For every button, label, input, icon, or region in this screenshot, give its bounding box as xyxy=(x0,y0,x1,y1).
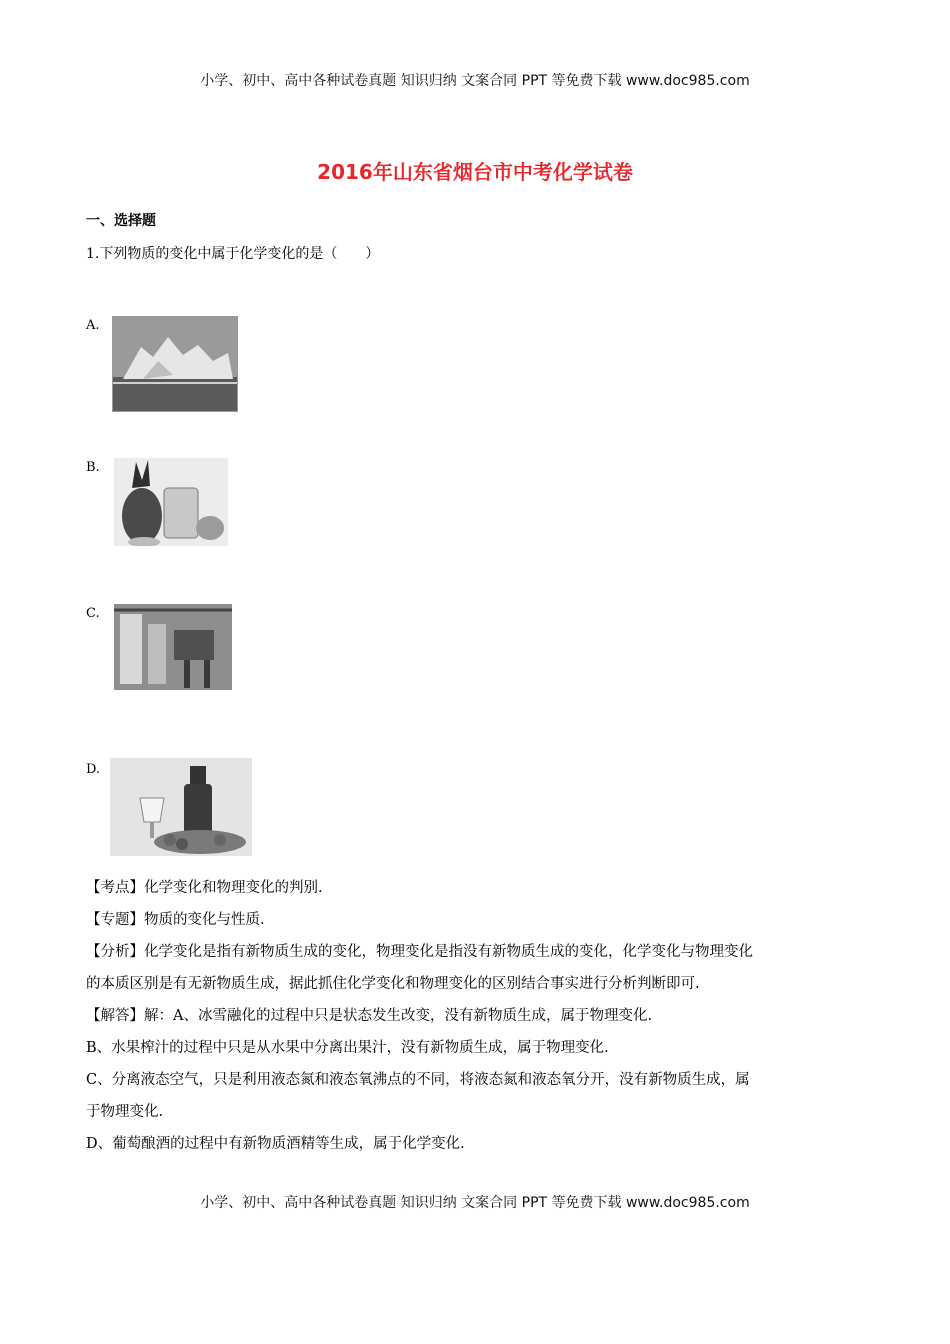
fenxi-line-1: 【分析】化学变化是指有新物质生成的变化，物理变化是指没有新物质生成的变化，化学变化与物理变化 xyxy=(86,944,753,960)
zhuanti-line: 【专题】物质的变化与性质. xyxy=(86,912,265,928)
option-a-image xyxy=(112,316,238,412)
option-label-c: C. xyxy=(86,606,100,621)
question-text: 1.下列物质的变化中属于化学变化的是（ ） xyxy=(86,246,380,262)
answer-b-line: B、水果榨汁的过程中只是从水果中分离出果汁，没有新物质生成，属于物理变化. xyxy=(86,1040,609,1056)
jieda-line: 【解答】解：A、冰雪融化的过程中只是状态发生改变，没有新物质生成，属于物理变化. xyxy=(86,1008,653,1024)
option-b-image xyxy=(114,458,228,546)
answer-d-line: D、葡萄酿酒的过程中有新物质酒精等生成，属于化学变化. xyxy=(86,1136,465,1152)
option-c-image xyxy=(114,604,232,690)
option-label-b: B. xyxy=(86,460,100,475)
option-d-image xyxy=(110,758,252,856)
answer-c-line-2: 于物理变化. xyxy=(86,1104,164,1120)
fenxi-line-2: 的本质区别是有无新物质生成，据此抓住化学变化和物理变化的区别结合事实进行分析判断即可. xyxy=(86,976,700,992)
option-label-d: D. xyxy=(86,762,101,777)
header-banner: 小学、初中、高中各种试卷真题 知识归纳 文案合同 PPT 等免费下载 www.doc985.com xyxy=(200,73,750,89)
kaodian-line: 【考点】化学变化和物理变化的判别. xyxy=(86,880,323,896)
page-title: 2016年山东省烟台市中考化学试卷 xyxy=(317,160,633,184)
section-heading: 一、选择题 xyxy=(86,213,156,229)
analysis-block xyxy=(86,872,866,1160)
option-label-a: A. xyxy=(86,318,100,333)
footer-banner: 小学、初中、高中各种试卷真题 知识归纳 文案合同 PPT 等免费下载 www.doc985.com xyxy=(200,1195,750,1211)
answer-c-line-1: C、分离液态空气，只是利用液态氮和液态氧沸点的不同，将液态氮和液态氧分开，没有新物质生成，属 xyxy=(86,1072,750,1088)
